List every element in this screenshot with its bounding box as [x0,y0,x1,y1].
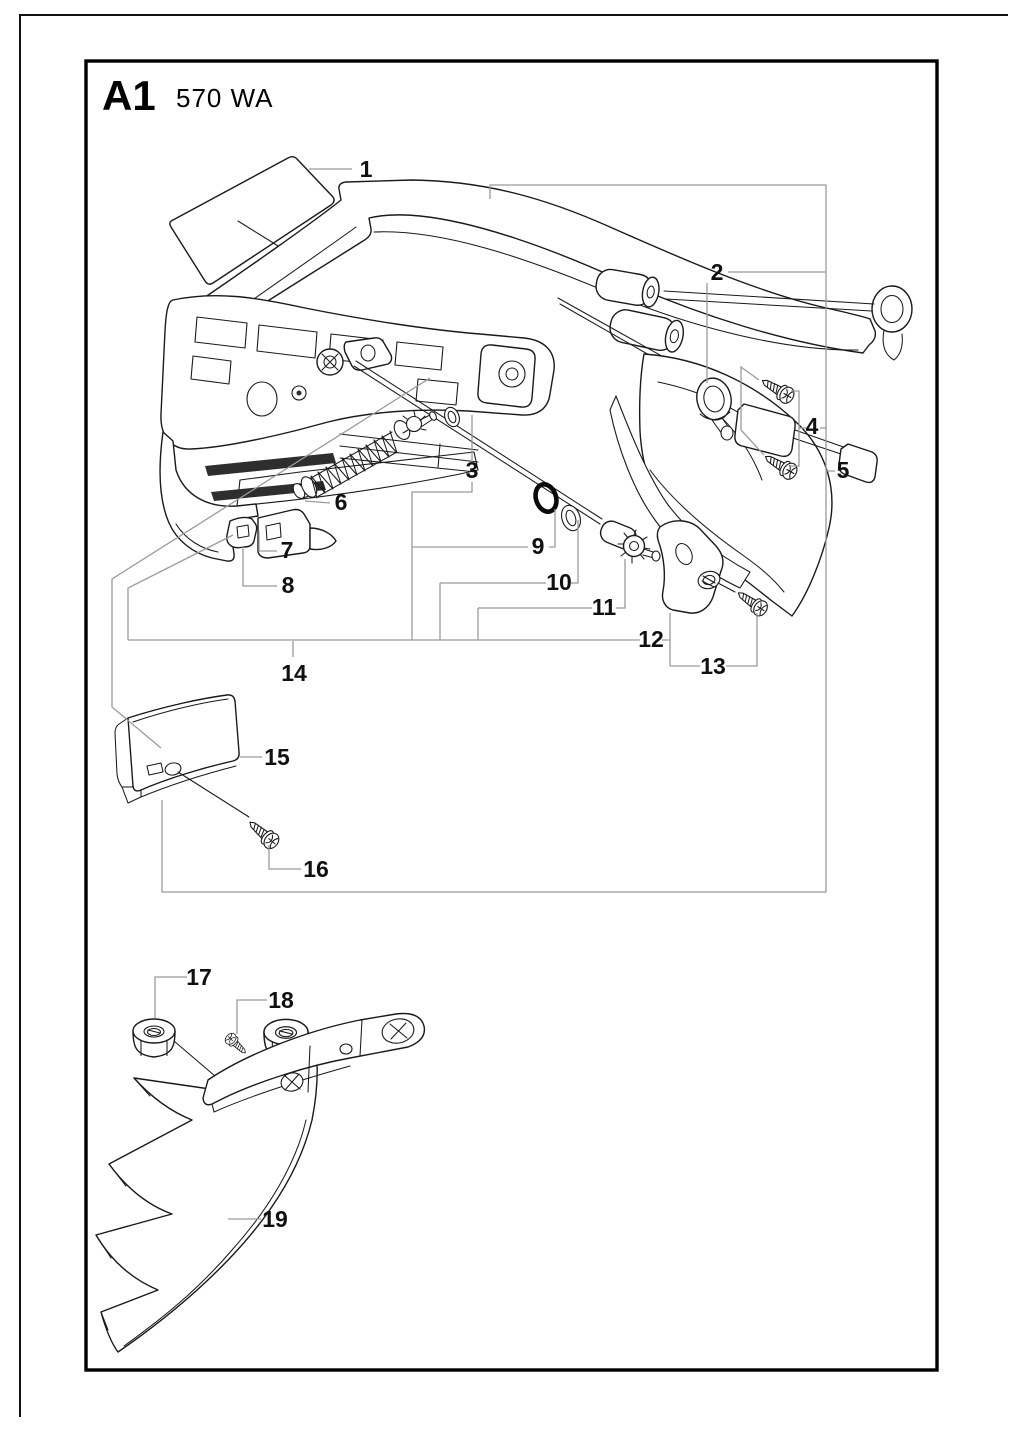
callout-number-15: 15 [264,744,290,770]
callout-number-12: 12 [638,626,664,652]
part-11-ratchet [598,518,660,563]
model-title: 570 WA [176,83,274,113]
callout-number-16: 16 [303,856,329,882]
callout-number-14: 14 [281,660,307,686]
callout-number-11: 11 [591,594,617,620]
callout-line-17 [155,977,187,1018]
callout-number-19: 19 [262,1206,288,1232]
callout-line-12-14-rail [128,613,700,666]
callout-number-6: 6 [334,489,348,515]
part-8-nut [227,517,257,547]
callout-number-7: 7 [280,537,294,563]
part-15-cover-plate [115,695,239,803]
callout-number-13: 13 [700,653,726,679]
callout-line-16 [269,845,301,869]
callout-number-5: 5 [836,457,850,483]
callout-number-17: 17 [186,964,212,990]
part-19-spike-bumper [96,1014,424,1353]
part-9-o-ring [532,482,560,515]
title-block [102,72,274,119]
callout-line-6 [305,501,330,503]
callout-number-1: 1 [359,156,373,182]
callout-number-4: 4 [805,413,819,439]
frame-boss [478,345,535,407]
callout-number-18: 18 [268,987,294,1013]
screw-16-assembly-line [178,772,249,817]
callout-number-9: 9 [531,533,545,559]
brake-pivot-ring [872,286,912,360]
section-title: A1 [102,72,156,119]
callout-line-18 [237,1000,267,1034]
part-10-washer [558,503,583,533]
part-18-screw [223,1031,250,1057]
callout-line-13 [726,613,757,666]
part-16-screw [244,816,282,852]
callout-number-3: 3 [465,457,479,483]
callout-number-2: 2 [710,259,724,285]
callout-number-10: 10 [546,569,572,595]
part-17-nut [133,1019,175,1057]
callout-number-8: 8 [281,572,295,598]
